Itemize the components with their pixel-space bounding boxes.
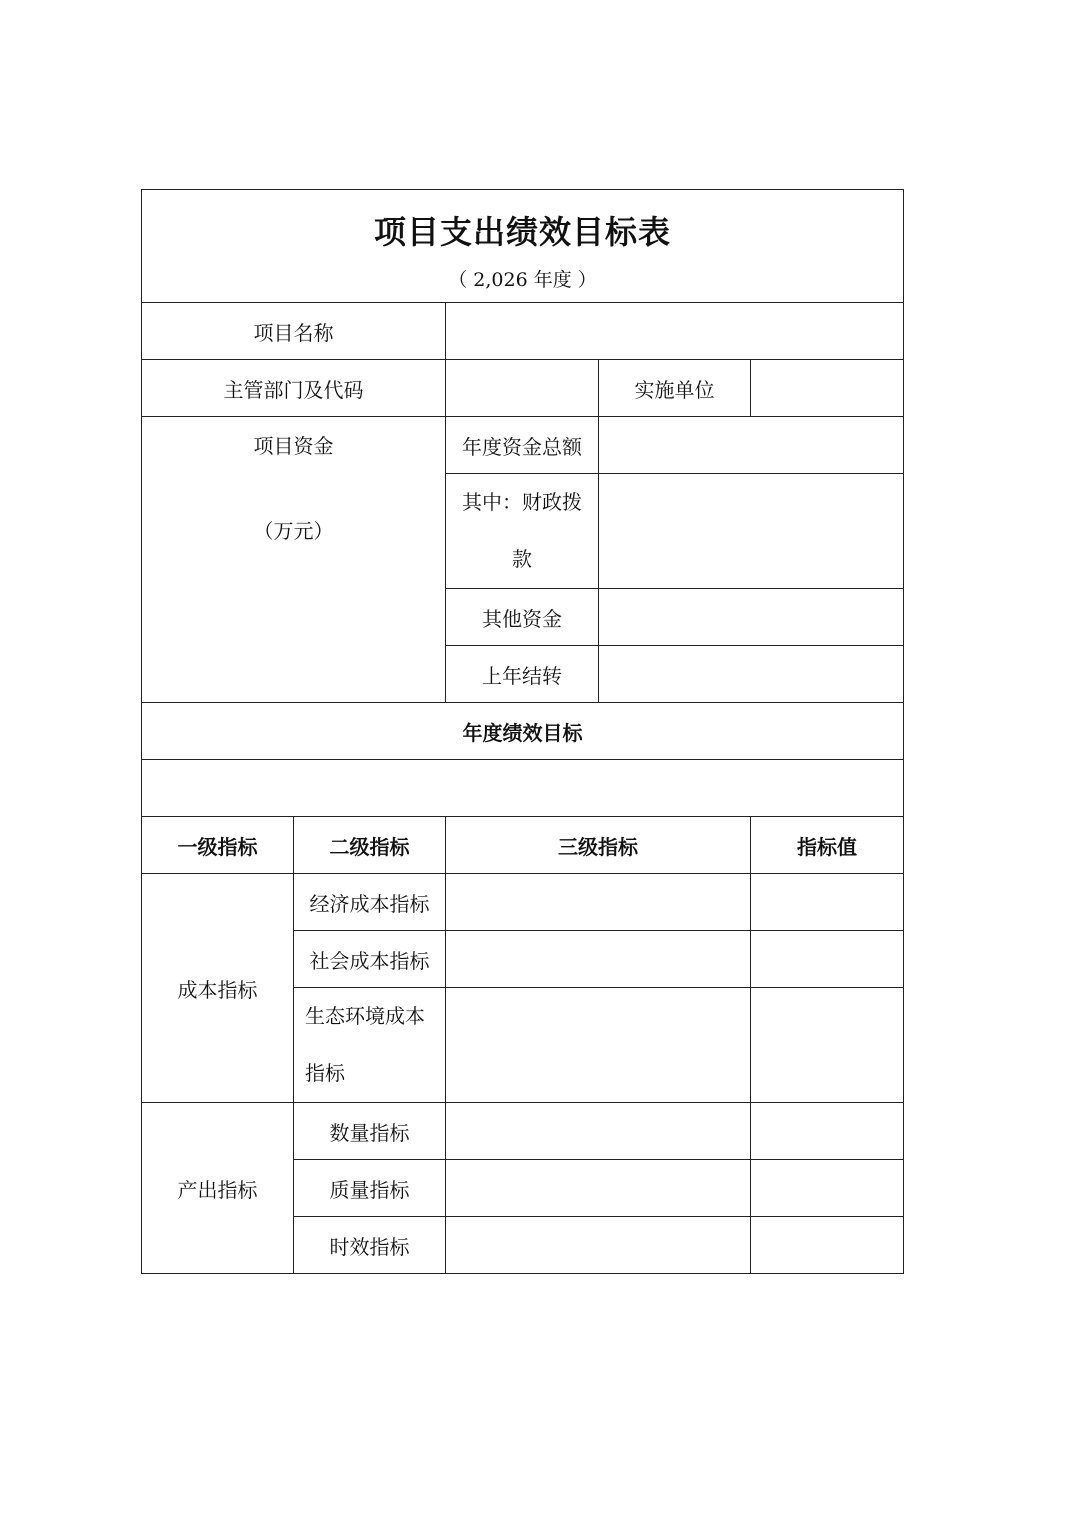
- unit-label: 实施单位: [599, 360, 751, 417]
- fund-label-cell: [142, 417, 446, 703]
- level3-field[interactable]: [446, 988, 751, 1103]
- fund-label: 项目资金: [253, 434, 334, 458]
- project-name-label: 项目名称: [142, 303, 446, 360]
- level3-field[interactable]: [446, 1217, 751, 1274]
- level3-field[interactable]: [446, 874, 751, 931]
- level2-label: 数量指标: [294, 1103, 446, 1160]
- dept-field[interactable]: [446, 360, 599, 417]
- header-level3: 三级指标: [446, 817, 751, 874]
- annual-goal-field[interactable]: [142, 760, 904, 817]
- output-group-label: 产出指标: [142, 1103, 294, 1274]
- performance-target-sheet: [141, 189, 903, 1274]
- header-level2: 二级指标: [294, 817, 446, 874]
- page-title: 项目支出绩效目标表: [374, 213, 672, 251]
- year-line: （ 2,026 年度 ）: [448, 268, 597, 291]
- annual-goal-heading: 年度绩效目标: [142, 703, 904, 760]
- value-field[interactable]: [751, 1217, 904, 1274]
- fund-carryover-field[interactable]: [599, 646, 904, 703]
- value-field[interactable]: [751, 931, 904, 988]
- dept-label: 主管部门及代码: [142, 360, 446, 417]
- level2-label: 社会成本指标: [294, 931, 446, 988]
- project-name-field[interactable]: [446, 303, 904, 360]
- fund-unit: （万元）: [253, 519, 334, 543]
- fund-total-field[interactable]: [599, 417, 904, 474]
- fund-row-label: 年度资金总额: [446, 417, 599, 474]
- header-level1: 一级指标: [142, 817, 294, 874]
- level2-label: 时效指标: [294, 1217, 446, 1274]
- fund-row-label: 上年结转: [446, 646, 599, 703]
- fund-row-label: 其中：财政拨 款: [446, 474, 599, 589]
- fund-fiscal-field[interactable]: [599, 474, 904, 589]
- level2-label: 生态环境成本 指标: [294, 988, 446, 1103]
- title-cell: [142, 190, 904, 255]
- level2-label: 经济成本指标: [294, 874, 446, 931]
- level3-field[interactable]: [446, 1103, 751, 1160]
- unit-field[interactable]: [751, 360, 904, 417]
- value-field[interactable]: [751, 1160, 904, 1217]
- level2-label: 质量指标: [294, 1160, 446, 1217]
- header-value: 指标值: [751, 817, 904, 874]
- fund-other-field[interactable]: [599, 589, 904, 646]
- level3-field[interactable]: [446, 1160, 751, 1217]
- value-field[interactable]: [751, 1103, 904, 1160]
- level3-field[interactable]: [446, 931, 751, 988]
- value-field[interactable]: [751, 874, 904, 931]
- performance-target-table: [141, 189, 904, 1274]
- value-field[interactable]: [751, 988, 904, 1103]
- cost-group-label: 成本指标: [142, 874, 294, 1103]
- year-cell: [142, 254, 904, 303]
- fund-row-label: 其他资金: [446, 589, 599, 646]
